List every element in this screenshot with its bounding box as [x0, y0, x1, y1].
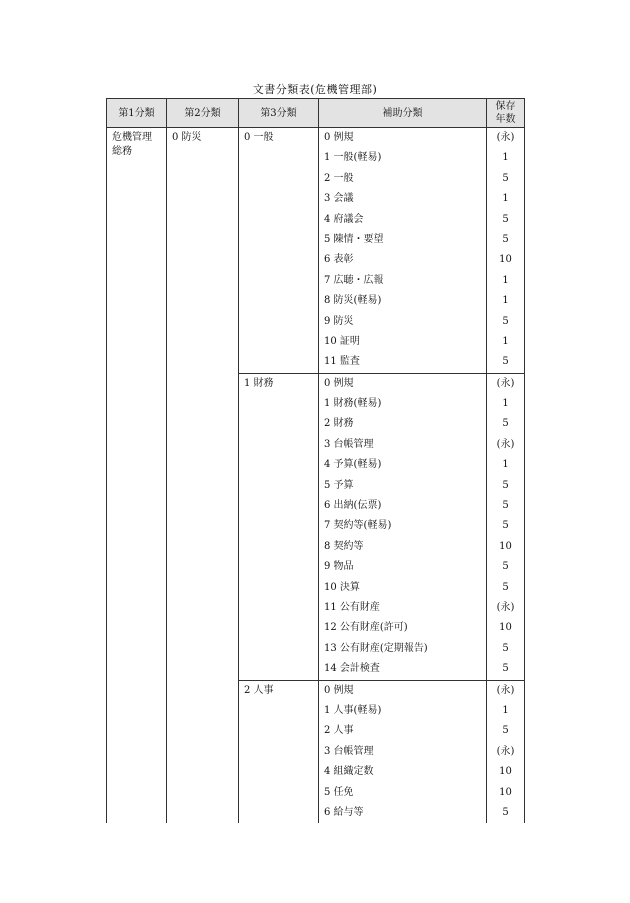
sub-class-item: 11 公有財産 — [324, 601, 380, 613]
retention-years-value: (永) — [496, 377, 515, 389]
header-retention-line2: 年数 — [495, 114, 516, 125]
retention-years-value: 10 — [499, 622, 512, 634]
sub-class-item: 1 人事(軽易) — [324, 704, 382, 716]
sub-class-item: 4 組織定数 — [324, 766, 374, 778]
sub-class-item: 14 会計検査 — [324, 663, 380, 675]
sub-class-item: 12 公有財産(許可) — [324, 622, 408, 634]
sub-class-item: 11 監査 — [324, 356, 360, 368]
header-retention-line1: 保存 — [495, 101, 516, 112]
retention-years-value: 5 — [502, 581, 509, 593]
retention-years-value: 5 — [502, 418, 509, 430]
retention-years-value: 5 — [502, 663, 509, 675]
sub-class-item: 7 広聴・広報 — [324, 274, 384, 286]
sub-class-list — [319, 680, 487, 823]
sub-class-item: 3 台帳管理 — [324, 438, 374, 450]
retention-years-value: 10 — [499, 540, 512, 552]
sub-class-item: 7 契約等(軽易) — [324, 520, 392, 532]
retention-years-value: 10 — [499, 786, 512, 798]
sub-class-item: 9 防災 — [324, 315, 354, 327]
retention-list — [487, 373, 525, 680]
retention-years-value: 5 — [502, 561, 509, 573]
retention-years-value: 1 — [502, 274, 509, 286]
retention-years-value: (永) — [496, 745, 515, 757]
classification-table — [106, 98, 525, 823]
sub-class-item: 10 証明 — [324, 335, 360, 347]
sub-class-item: 4 予算(軽易) — [324, 459, 382, 471]
third-class-cell: 1 財務 — [239, 373, 319, 680]
retention-years-value: 5 — [502, 806, 509, 818]
retention-years-value: 1 — [502, 398, 509, 410]
header-sub-class: 補助分類 — [319, 99, 487, 128]
retention-years-value: 5 — [502, 642, 509, 654]
sub-class-item: 2 財務 — [324, 418, 354, 430]
retention-years-value: 5 — [502, 479, 509, 491]
sub-class-item: 5 予算 — [324, 479, 354, 491]
retention-years-value: 5 — [502, 233, 509, 245]
sub-class-item: 3 会議 — [324, 193, 354, 205]
sub-class-item: 10 決算 — [324, 581, 360, 593]
retention-years-value: 5 — [502, 520, 509, 532]
sub-class-item: 1 財務(軽易) — [324, 398, 382, 410]
sub-class-item: 8 契約等 — [324, 540, 364, 552]
retention-years-value: 5 — [502, 172, 509, 184]
retention-years-value: 10 — [499, 766, 512, 778]
sub-class-item: 6 給与等 — [324, 806, 364, 818]
second-class-cell: 0 防災 — [167, 128, 239, 824]
retention-years-value: 1 — [502, 152, 509, 164]
retention-list — [487, 680, 525, 823]
retention-years-value: 5 — [502, 500, 509, 512]
sub-class-item: 13 公有財産(定期報告) — [324, 642, 428, 654]
sub-class-item: 0 例規 — [324, 377, 354, 389]
retention-years-value: 1 — [502, 704, 509, 716]
sub-class-item: 0 例規 — [324, 132, 354, 143]
retention-years-value: 1 — [502, 335, 509, 347]
retention-years-value: 5 — [502, 725, 509, 737]
sub-class-item: 5 陳情・要望 — [324, 233, 384, 245]
retention-years-value: 5 — [502, 315, 509, 327]
sub-class-list — [319, 128, 487, 374]
document-title: 文書分類表(危機管理部) — [252, 83, 378, 96]
retention-years-value: 1 — [502, 295, 509, 307]
sub-class-item: 2 人事 — [324, 725, 354, 737]
sub-class-item: 8 防災(軽易) — [324, 295, 382, 307]
retention-years-value: 1 — [502, 459, 509, 471]
sub-class-item: 2 一般 — [324, 172, 354, 184]
header-row — [107, 99, 525, 128]
sub-class-item: 1 一般(軽易) — [324, 152, 382, 164]
third-class-cell: 2 人事 — [239, 680, 319, 823]
header-second-class: 第2分類 — [167, 99, 239, 128]
retention-list — [487, 128, 525, 374]
retention-years-value: (永) — [496, 601, 515, 613]
retention-years-value: 1 — [502, 193, 509, 205]
first-class-cell: 危機管理総務 — [107, 128, 167, 824]
sub-class-item: 5 任免 — [324, 786, 354, 798]
retention-years-value: (永) — [496, 684, 515, 696]
retention-years-value: (永) — [496, 438, 515, 450]
sub-class-list — [319, 373, 487, 680]
sub-class-item: 6 表彰 — [324, 254, 354, 266]
header-third-class: 第3分類 — [239, 99, 319, 128]
sub-class-item: 0 例規 — [324, 684, 354, 696]
retention-years-value: 5 — [502, 356, 509, 368]
group-row-general — [107, 128, 525, 374]
retention-years-value: 10 — [499, 254, 512, 266]
header-retention-years — [487, 99, 525, 128]
sub-class-item: 3 台帳管理 — [324, 745, 374, 757]
third-class-cell: 0 一般 — [239, 128, 319, 374]
header-first-class: 第1分類 — [107, 99, 167, 128]
retention-years-value: (永) — [496, 132, 515, 143]
sub-class-item: 9 物品 — [324, 561, 354, 573]
retention-years-value: 5 — [502, 213, 509, 225]
sub-class-item: 4 府議会 — [324, 213, 364, 225]
sub-class-item: 6 出納(伝票) — [324, 500, 382, 512]
